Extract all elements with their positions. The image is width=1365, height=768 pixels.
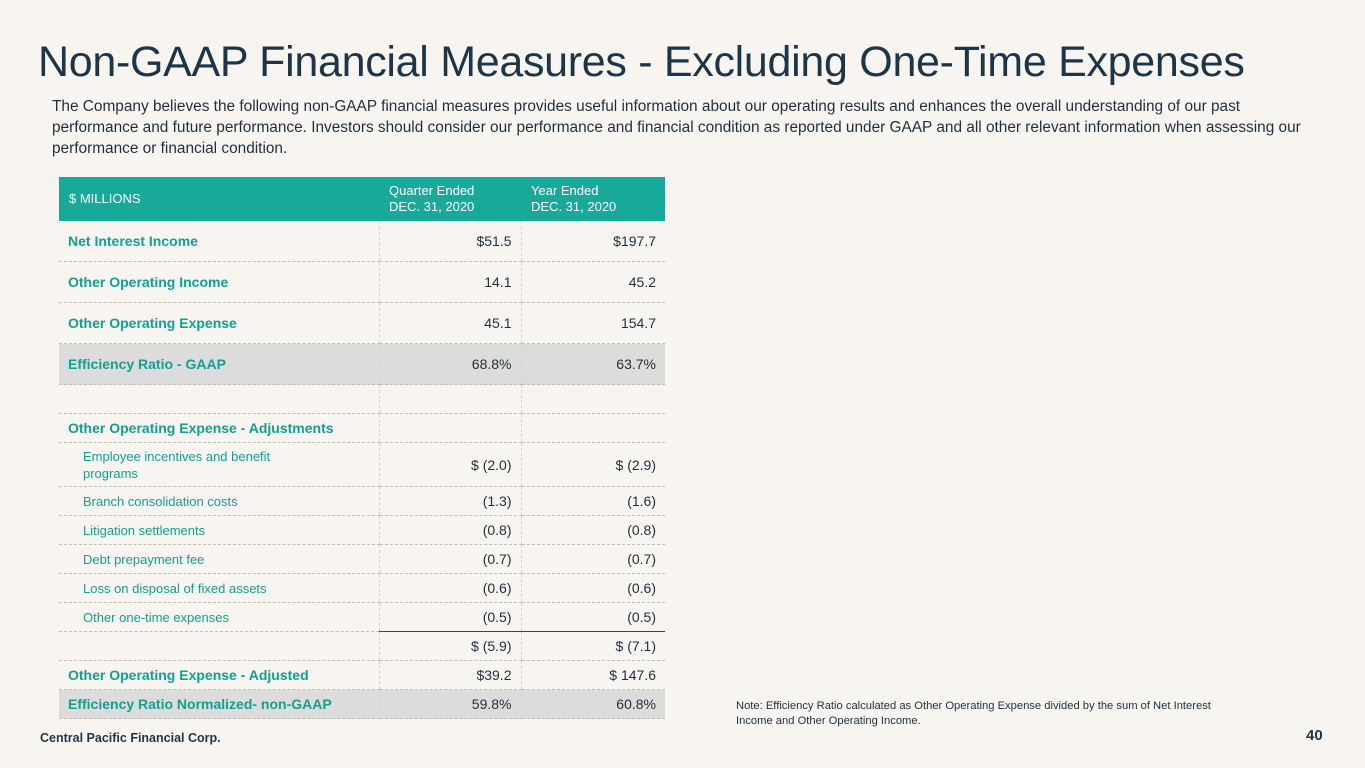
row-label: Other Operating Expense - Adjusted [59,661,379,690]
row-quarter-value [379,385,521,414]
row-quarter-value: 45.1 [379,303,521,344]
row-label: Net Interest Income [59,221,379,262]
header-units: $ MILLIONS [59,177,379,221]
table-row [59,574,665,603]
row-year-value: (0.6) [521,574,665,603]
row-quarter-value: $ (2.0) [379,443,521,487]
row-label-text: Employee incentives and benefit programs [83,448,271,481]
table-row [59,221,665,262]
row-quarter-value: (0.5) [379,603,521,632]
row-label: Other one-time expenses [59,603,379,632]
table-row [59,545,665,574]
row-year-value: $ (7.1) [521,632,665,661]
row-label: Other Operating Income [59,262,379,303]
table-row [59,661,665,690]
row-year-value: $ (2.9) [521,443,665,487]
row-year-value: 63.7% [521,344,665,385]
row-year-value: (0.5) [521,603,665,632]
row-year-value: (0.7) [521,545,665,574]
financial-table [59,177,665,719]
intro-paragraph: The Company believes the following non-GAAP financial measures provides useful information about our operating results and enhances the overall understanding of our past performance and future performance. Investors should consider our performance and financial condition as reported under GAAP and all other relevant information when assessing our performance or financial condition. [52,98,1301,157]
footnote: Note: Efficiency Ratio calculated as Other Operating Expense divided by the sum of Net Interest Income and Other Operating Income. [736,700,1211,727]
row-label [59,632,379,661]
row-quarter-value: 59.8% [379,690,521,719]
row-label [59,443,379,487]
table-row [59,262,665,303]
row-year-value: 154.7 [521,303,665,344]
row-year-value: (1.6) [521,487,665,516]
table-row [59,303,665,344]
header-quarter-line1: Quarter Ended [389,183,475,198]
table-row [59,516,665,545]
row-year-value: (0.8) [521,516,665,545]
row-quarter-value: $51.5 [379,221,521,262]
header-quarter-line2: DEC. 31, 2020 [389,199,475,214]
table-header-row [59,177,665,221]
header-year-line2: DEC. 31, 2020 [531,199,617,214]
row-year-value: 45.2 [521,262,665,303]
table-row [59,443,665,487]
table-row [59,487,665,516]
row-quarter-value: (1.3) [379,487,521,516]
table-row-spacer [59,385,665,414]
row-label: Efficiency Ratio Normalized- non-GAAP [59,690,379,719]
row-label: Other Operating Expense - Adjustments [59,414,379,443]
row-label [59,385,379,414]
row-year-value: 60.8% [521,690,665,719]
row-year-value: $197.7 [521,221,665,262]
page-title: Non-GAAP Financial Measures - Excluding One-Time Expenses [38,38,1245,86]
table-row-subtotal [59,632,665,661]
row-label: Debt prepayment fee [59,545,379,574]
table-row [59,414,665,443]
page-number: 40 [1306,727,1323,744]
table-row [59,344,665,385]
table-row [59,603,665,632]
row-year-value [521,385,665,414]
row-label: Loss on disposal of fixed assets [59,574,379,603]
row-year-value: $ 147.6 [521,661,665,690]
row-quarter-value: $39.2 [379,661,521,690]
row-year-value [521,414,665,443]
row-label: Efficiency Ratio - GAAP [59,344,379,385]
header-year-ended [521,177,665,221]
row-quarter-value: (0.7) [379,545,521,574]
row-quarter-value: (0.8) [379,516,521,545]
row-quarter-value: 68.8% [379,344,521,385]
row-quarter-value: $ (5.9) [379,632,521,661]
header-quarter-ended [379,177,521,221]
row-quarter-value [379,414,521,443]
row-quarter-value: (0.6) [379,574,521,603]
table-row [59,690,665,719]
company-footer: Central Pacific Financial Corp. [40,731,221,745]
header-year-line1: Year Ended [531,183,599,198]
row-quarter-value: 14.1 [379,262,521,303]
row-label: Other Operating Expense [59,303,379,344]
row-label: Litigation settlements [59,516,379,545]
row-label: Branch consolidation costs [59,487,379,516]
